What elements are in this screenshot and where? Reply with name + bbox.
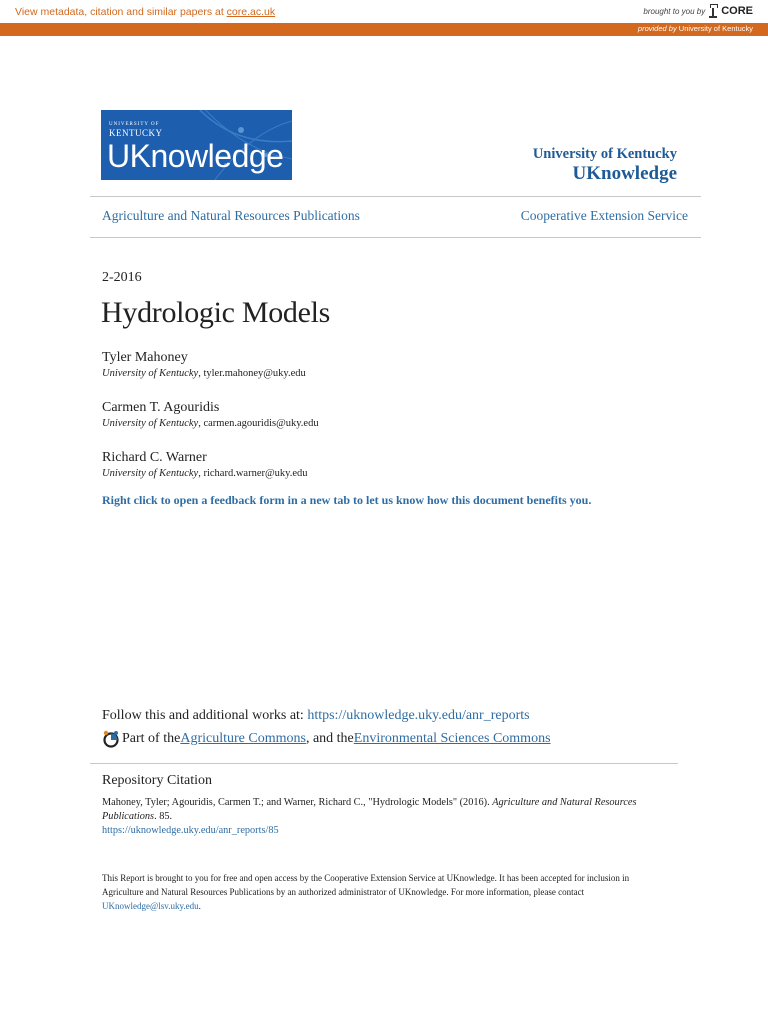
- citation-url-link[interactable]: https://uknowledge.uky.edu/anr_reports/85: [102, 825, 279, 836]
- core-link[interactable]: core.ac.uk: [226, 6, 276, 18]
- access-notice: [102, 871, 662, 913]
- author-name: Carmen T. Agouridis: [102, 400, 220, 415]
- institution-name: University of Kentucky: [532, 146, 677, 162]
- author-entry: [102, 349, 306, 381]
- and-the-label: , and the: [305, 731, 354, 746]
- core-header: [0, 0, 768, 23]
- author-email: , carmen.agouridis@uky.edu: [198, 418, 319, 429]
- divider-breadcrumb: [90, 237, 701, 238]
- contact-email-link[interactable]: UKnowledge@lsv.uky.edu: [102, 901, 199, 911]
- notice-text: This Report is brought to you for free and open access by the Cooperative Extension Service at UKnowledge. It has been accepted for inclusion in Agriculture and Natural Resources Publications by an authorized administrator of UKnowledge. For more information, please contact: [102, 873, 630, 897]
- agriculture-commons-link[interactable]: Agriculture Commons: [180, 731, 306, 746]
- publication-date: 2-2016: [102, 270, 142, 285]
- citation-number: . 85.: [154, 811, 173, 822]
- divider-citation: [90, 763, 678, 764]
- follow-label: Follow this and additional works at:: [102, 708, 308, 723]
- repository-name: UKnowledge: [572, 163, 677, 184]
- provided-by-name: University of Kentucky: [678, 24, 753, 33]
- logo-uknowledge-text: UKnowledge: [107, 138, 284, 174]
- follow-works: [102, 708, 530, 724]
- citation-authors: Mahoney, Tyler; Agouridis, Carmen T.; and Warner, Richard C., "Hydrologic Models" (2016).: [102, 797, 493, 808]
- document-title: Hydrologic Models: [101, 296, 331, 329]
- notice-end: .: [198, 901, 201, 911]
- divider-top: [90, 196, 701, 197]
- author-institution: University of Kentucky: [102, 418, 199, 429]
- breadcrumb-extension-link[interactable]: Cooperative Extension Service: [520, 208, 688, 223]
- author-institution: University of Kentucky: [102, 368, 199, 379]
- author-institution: University of Kentucky: [102, 468, 199, 479]
- follow-url-link[interactable]: https://uknowledge.uky.edu/anr_reports: [307, 708, 530, 723]
- feedback-link[interactable]: Right click to open a feedback form in a new tab to let us know how this document benefits you.: [102, 493, 592, 507]
- author-entry: [102, 399, 319, 431]
- logo-university-text: [109, 120, 163, 138]
- author-name: Tyler Mahoney: [102, 350, 188, 365]
- core-logo-icon: [708, 4, 718, 18]
- network-icon: [102, 730, 120, 748]
- citation-series: Agriculture and Natural Resources Publications: [102, 797, 637, 822]
- provided-by-prefix: provided by: [637, 24, 677, 33]
- core-metadata-text: [15, 6, 275, 18]
- author-email: , tyler.mahoney@uky.edu: [198, 368, 306, 379]
- logo-kentucky: KENTUCKY: [109, 128, 163, 138]
- repository-citation-heading: Repository Citation: [102, 773, 213, 788]
- citation-text: [102, 796, 662, 838]
- breadcrumb-publications-link[interactable]: Agriculture and Natural Resources Publications: [102, 208, 360, 223]
- author-affiliation: [102, 467, 308, 481]
- author-affiliation: [102, 367, 306, 381]
- core-logo-text: CORE: [721, 5, 753, 17]
- uknowledge-logo[interactable]: [101, 110, 292, 180]
- author-email: , richard.warner@uky.edu: [198, 468, 308, 479]
- part-of-label: Part of the: [122, 731, 181, 746]
- institution-block[interactable]: [533, 145, 677, 185]
- author-entry: [102, 449, 308, 481]
- core-provided-band: [0, 23, 768, 36]
- logo-university-of: UNIVERSITY OF: [109, 122, 160, 127]
- author-name: Richard C. Warner: [102, 450, 207, 465]
- environmental-sciences-commons-link[interactable]: Environmental Sciences Commons: [353, 731, 551, 746]
- author-affiliation: [102, 417, 319, 431]
- part-of-commons: [102, 730, 551, 748]
- core-view-text: View metadata, citation and similar papers at: [15, 6, 224, 18]
- brought-by-text: brought to you by: [643, 6, 706, 16]
- core-brand[interactable]: [643, 4, 753, 18]
- provided-by-text: [638, 24, 753, 33]
